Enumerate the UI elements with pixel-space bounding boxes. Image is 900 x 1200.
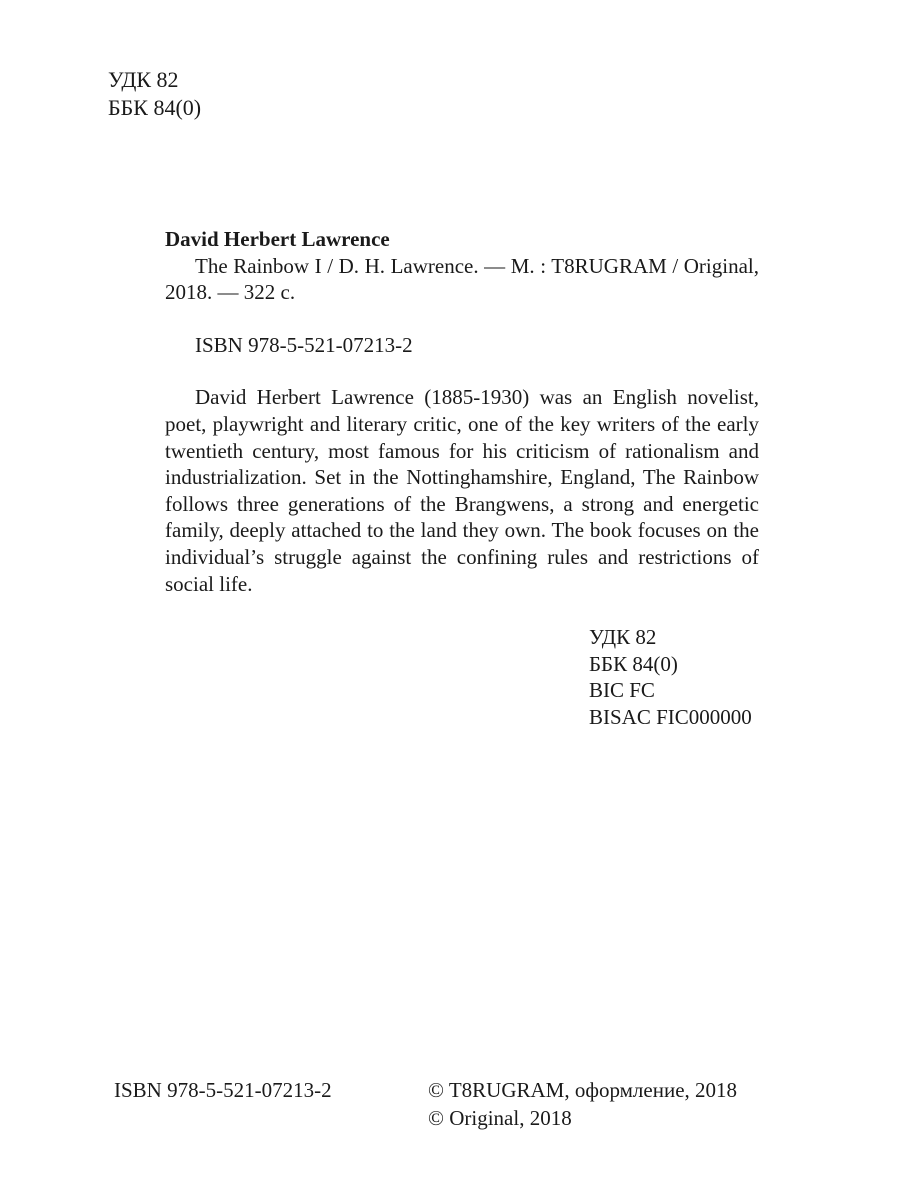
abstract-text: David Herbert Lawrence (1885-1930) was an English novelist, poet, playwright and literary critic, one of the key writers of the early twentieth century, most famous for his criticism of rationalism and industrialization. Set in the Nottinghamshire, England, The Rainbow follows three generations of the Brangwens, a strong and energetic family, deeply attached to the land they own. The book focuses on the individual’s struggle against the confining rules and restrictions of social life. xyxy=(165,385,759,596)
subject-code-bbk: ББК 84(0) xyxy=(589,651,678,676)
bbk-code: ББК 84(0) xyxy=(108,95,202,120)
bibliographic-record xyxy=(165,226,759,597)
citation-text: The Rainbow I / D. H. Lawrence. — M. : T8RUGRAM / Original, 2018. — 322 c. xyxy=(165,253,759,305)
subject-code-bic: BIC FC xyxy=(589,678,655,703)
subject-codes xyxy=(589,624,752,730)
subject-code-bisac: BISAC FIC000000 xyxy=(589,704,752,729)
header-classification xyxy=(108,66,201,122)
subject-code-udk: УДК 82 xyxy=(589,625,657,649)
udk-code: УДК 82 xyxy=(108,67,179,92)
copyright-original: © Original, 2018 xyxy=(428,1106,572,1130)
copyright-block xyxy=(428,1076,737,1132)
copyright-design: © T8RUGRAM, оформление, 2018 xyxy=(428,1078,738,1102)
footer-isbn: ISBN 978-5-521-07213-2 xyxy=(114,1078,332,1102)
record-isbn: ISBN 978-5-521-07213-2 xyxy=(195,332,413,357)
author-name: David Herbert Lawrence xyxy=(165,227,390,251)
